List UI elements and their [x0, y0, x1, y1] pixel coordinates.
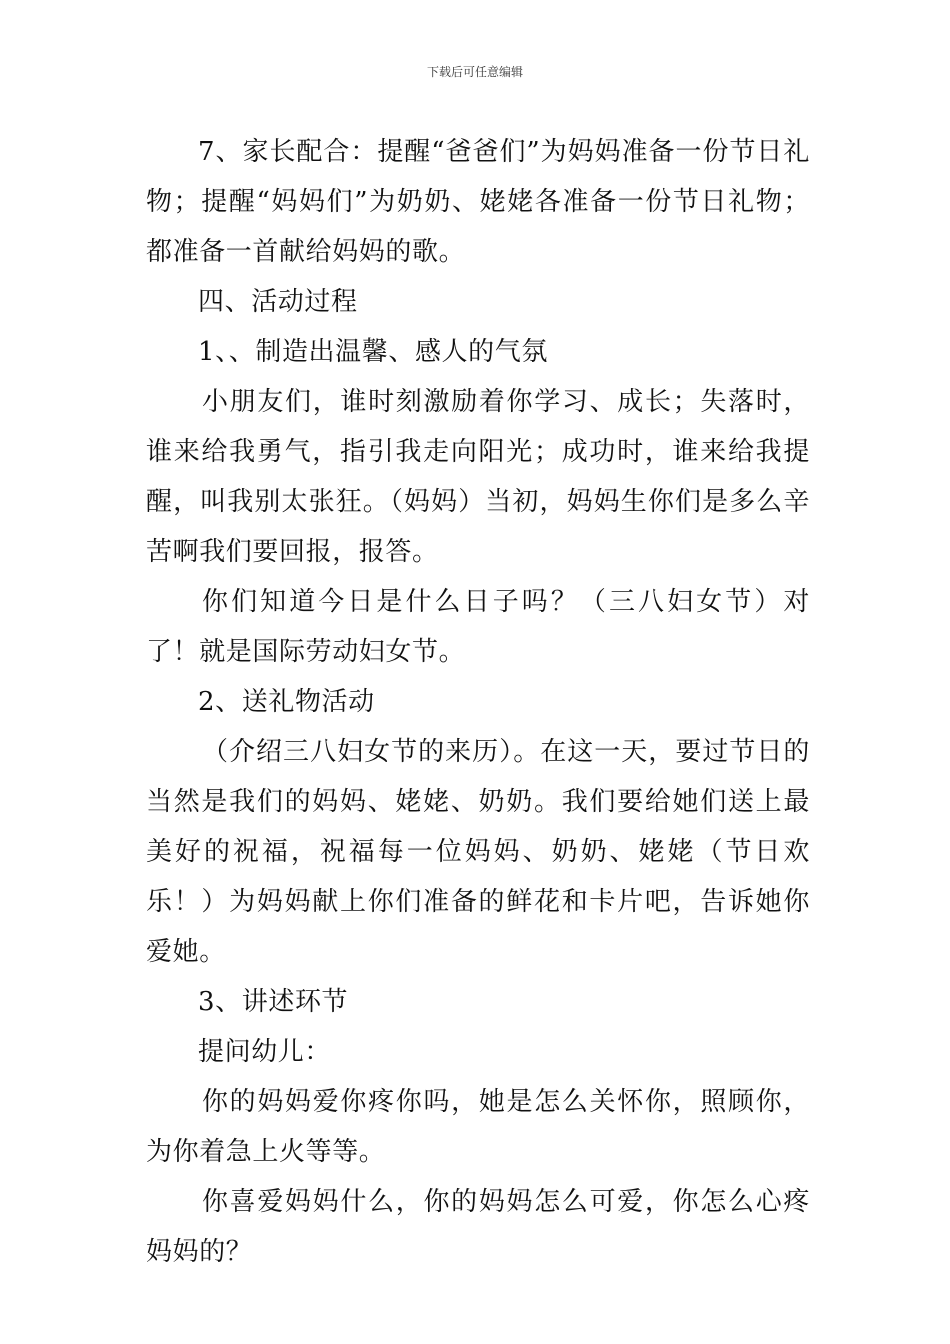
- page-header: 下载后可任意编辑: [426, 65, 523, 79]
- document-body: [146, 127, 810, 1277]
- paragraph-gift-activity: （介绍三八妇女节的来历）。在这一天，要过节日的当然是我们的妈妈、姥姥、奶奶。我们要给她们送上最美好的祝福，祝福每一位妈妈、奶奶、姥姥（节日欢乐！）为妈妈献上你们准备的鲜花和卡片吧，告诉她你爱她。: [146, 737, 810, 967]
- paragraph-question-love: 你喜爱妈妈什么，你的妈妈怎么可爱，你怎么心疼妈妈的？: [146, 1187, 810, 1267]
- subheading-gift-activity: 2、送礼物活动: [198, 687, 375, 717]
- subheading-storytelling: 3、讲述环节: [198, 987, 349, 1017]
- paragraph-womens-day-question: 你们知道今日是什么日子吗？（三八妇女节）对了！就是国际劳动妇女节。: [146, 587, 810, 667]
- paragraph-ask-children: 提问幼儿：: [198, 1037, 332, 1067]
- section-heading-activity-process: 四、活动过程: [198, 287, 358, 317]
- paragraph-children-intro: 小朋友们，谁时刻激励着你学习、成长；失落时，谁来给我勇气，指引我走向阳光；成功时，谁来给我提醒，叫我别太张狂。（妈妈）当初，妈妈生你们是多么辛苦啊我们要回报，报答。: [146, 387, 810, 567]
- subheading-atmosphere: 1、、制造出温馨、感人的气氛: [198, 337, 548, 367]
- paragraph-question-care: 你的妈妈爱你疼你吗，她是怎么关怀你，照顾你，为你着急上火等等。: [146, 1087, 810, 1167]
- paragraph-parent-cooperation: 7、家长配合：提醒“爸爸们”为妈妈准备一份节日礼物；提醒“妈妈们”为奶奶、姥姥各准备一份节日礼物；都准备一首献给妈妈的歌。: [146, 137, 810, 267]
